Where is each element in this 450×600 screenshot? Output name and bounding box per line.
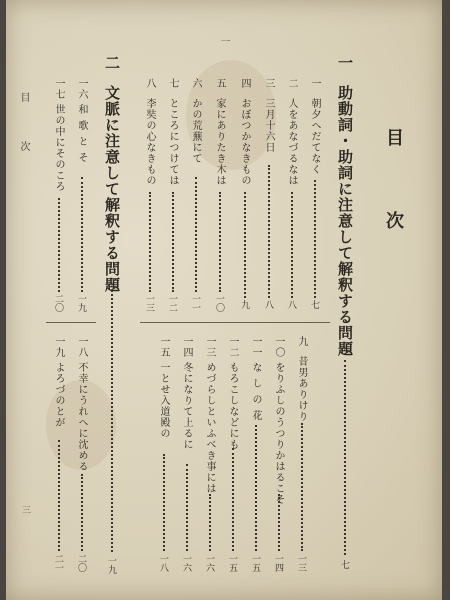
- item-label: 一とせ入道殿の: [158, 362, 169, 439]
- item-page: 一五: [227, 554, 237, 572]
- item-number: 一九: [53, 336, 64, 358]
- item-label: かの荒蕪にて: [190, 98, 201, 164]
- item-number: 一八: [76, 336, 87, 358]
- section-2-page: 一九: [106, 556, 116, 574]
- item-page: 一四: [273, 554, 283, 572]
- item-label: 昔男ありけり: [296, 356, 307, 422]
- item-number: 一七: [53, 78, 64, 100]
- item-label: 朝夕へだてなく: [309, 98, 320, 175]
- page-title: 目 次: [383, 128, 404, 251]
- item-page: 一一: [190, 294, 200, 312]
- top-mark: 一: [218, 36, 229, 47]
- item-number: 九: [296, 336, 307, 347]
- section-1-number: 一: [336, 55, 354, 70]
- item-number: 一四: [181, 336, 192, 358]
- item-number: 二: [286, 78, 297, 89]
- item-page: 一九: [76, 294, 86, 312]
- item-page: 一三: [144, 294, 154, 312]
- item-number: 四: [239, 78, 250, 89]
- section-2-number: 二: [103, 55, 121, 70]
- item-label: 和歌とそ: [76, 104, 87, 168]
- leader-dots: [344, 360, 347, 555]
- item-number: 一二: [227, 336, 238, 358]
- item-page: 一二: [167, 294, 177, 312]
- item-label: をりふしのうつりかはるこそ: [273, 362, 284, 505]
- item-label: 李奘の心なきもの: [144, 98, 155, 186]
- divider: [46, 322, 96, 323]
- item-number: 六: [190, 78, 201, 89]
- item-label: 不幸にうれへに沈める: [76, 362, 87, 472]
- running-header: 目 次: [18, 92, 29, 165]
- item-page: 二〇: [53, 294, 63, 312]
- section-1-page: 七: [339, 560, 349, 569]
- item-page: 八: [263, 300, 273, 309]
- item-page: 七: [309, 300, 319, 309]
- item-page: 一六: [204, 554, 214, 572]
- item-page: 一五: [250, 554, 260, 572]
- book-page: [6, 0, 442, 600]
- item-number: 七: [167, 78, 178, 89]
- item-label: よろづのとが: [53, 362, 64, 428]
- item-number: 一一: [250, 336, 261, 358]
- item-page: 八: [286, 300, 296, 309]
- item-page: 一六: [181, 554, 191, 572]
- item-label: 冬になりて上るに: [181, 362, 192, 450]
- section-2-title: 文脈に注意して解釈する問題: [103, 85, 121, 293]
- item-label: めづらしといふべき事には: [204, 362, 215, 494]
- leader-dots: [111, 290, 114, 552]
- item-page: 一三: [296, 554, 306, 572]
- item-number: 一: [309, 78, 320, 89]
- item-label: 家にありたき木は: [214, 98, 225, 186]
- section-1-title: 助動詞・助詞に注意して解釈する問題: [336, 85, 354, 357]
- item-label: 世の中にそのころ: [53, 104, 64, 192]
- item-page: 一八: [158, 554, 168, 572]
- item-number: 一六: [76, 78, 87, 100]
- item-label: 人をあなづるなは: [286, 98, 297, 186]
- item-label: ところにつけては: [167, 98, 178, 186]
- item-label: なしの花: [250, 362, 261, 426]
- page-number: 三: [20, 505, 30, 514]
- item-number: 八: [144, 78, 155, 89]
- item-number: 一〇: [273, 336, 284, 358]
- divider: [140, 322, 330, 323]
- item-page: 九: [239, 300, 249, 309]
- item-number: 一五: [158, 336, 169, 358]
- item-number: 三: [263, 78, 274, 89]
- item-page: 二〇: [76, 554, 86, 572]
- item-label: おぼつかなきもの: [239, 98, 250, 186]
- item-number: 五: [214, 78, 225, 89]
- item-number: 一三: [204, 336, 215, 358]
- item-label: 三月十六日: [263, 98, 274, 153]
- item-label: もろこしなどにも: [227, 362, 238, 450]
- item-page: 一〇: [214, 294, 224, 312]
- item-page: 二一: [53, 554, 63, 572]
